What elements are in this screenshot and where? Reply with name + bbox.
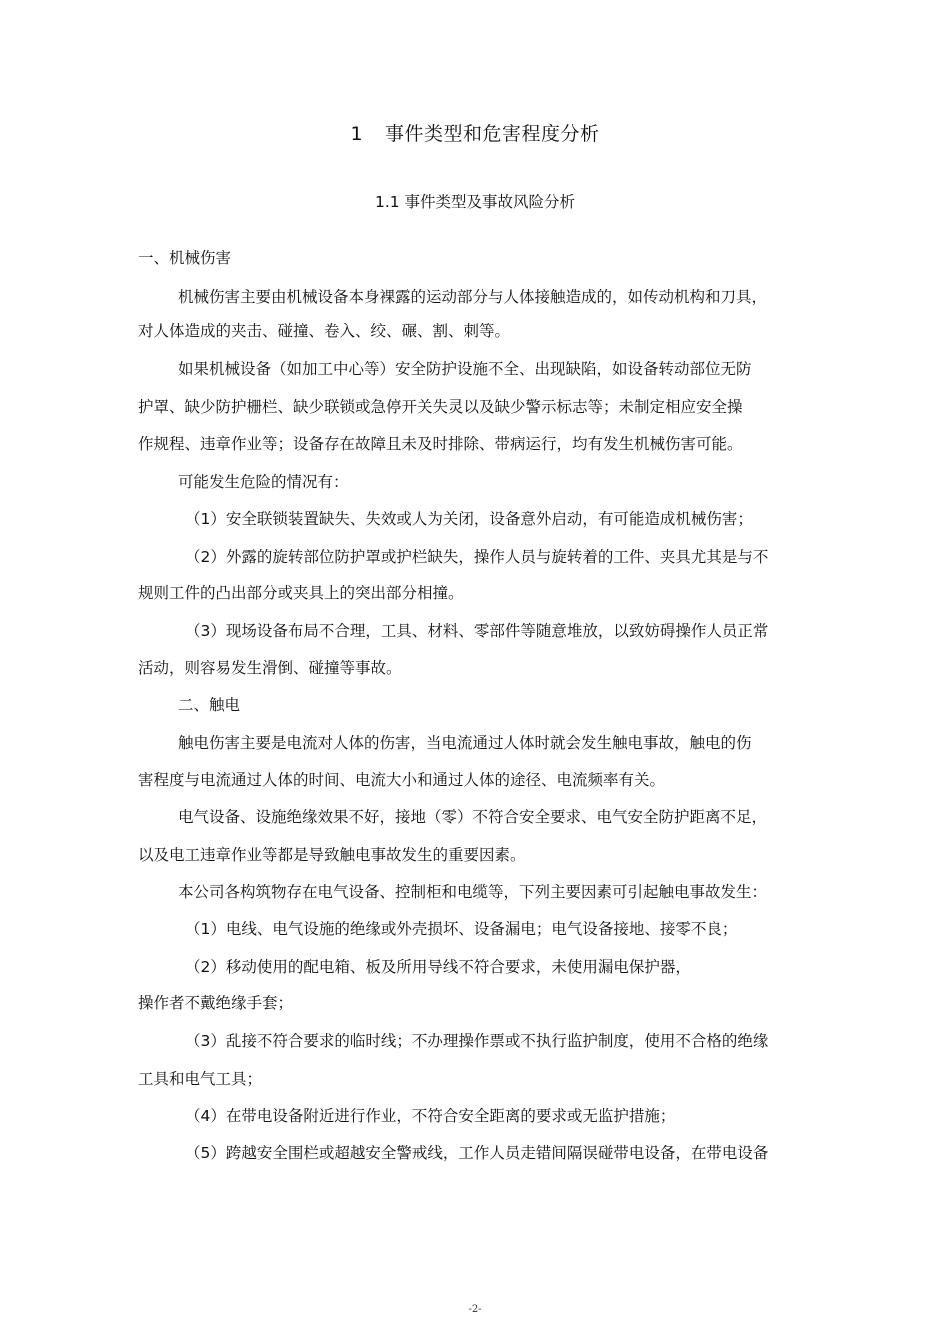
list-item-line: （2）移动使用的配电箱、板及所用导线不符合要求，未使用漏电保护器， [185, 958, 691, 976]
list-item-line: （1）安全联锁装置缺失、失效或人为关闭，设备意外启动，有可能造成机械伤害； [185, 510, 753, 528]
section-heading: 1.1 事件类型及事故风险分析 [374, 193, 576, 211]
list-item-line: （3）现场设备布局不合理，工具、材料、零部件等随意堆放，以致妨碍操作人员正常 [185, 622, 769, 640]
paragraph-line: 可能发生危险的情况有： [178, 473, 349, 491]
list-item-line: 规则工件的凸出部分或夹具上的突出部分相撞。 [138, 584, 464, 602]
list-item-line: （3）乱接不符合要求的临时线；不办理操作票或不执行监护制度，使用不合格的绝缘 [185, 1032, 769, 1050]
paragraph-line: 本公司各构筑物存在电气设备、控制柜和电缆等，下列主要因素可引起触电事故发生： [178, 883, 768, 901]
paragraph-line: 触电伤害主要是电流对人体的伤害，当电流通过人体时就会发生触电事故，触电的伤 [178, 734, 752, 752]
paragraph-line: 以及电工违章作业等都是导致触电事故发生的重要因素。 [138, 846, 526, 864]
subheading-electric-shock: 二、触电 [178, 696, 241, 714]
list-item-line: 工具和电气工具； [138, 1070, 263, 1088]
list-item-line: 活动，则容易发生滑倒、碰撞等事故。 [138, 659, 402, 677]
subheading-mechanical-injury: 一、机械伤害 [138, 249, 232, 267]
list-item-line: （5）跨越安全围栏或超越安全警戒线，工作人员走错间隔误碰带电设备，在带电设备 [185, 1144, 769, 1162]
paragraph-line: 对人体造成的夹击、碰撞、卷入、绞、碾、割、刺等。 [138, 322, 511, 340]
list-item-line: （2）外露的旋转部位防护罩或护栏缺失，操作人员与旋转着的工件、夹具尤其是与不 [185, 548, 769, 566]
paragraph-line: 作规程、违章作业等；设备存在故障且未及时排除、带病运行，均有发生机械伤害可能。 [138, 435, 743, 453]
list-item-line: 操作者不戴绝缘手套； [138, 994, 294, 1012]
chapter-title: 事件类型和危害程度分析 [385, 123, 600, 145]
list-item-line: （4）在带电设备附近进行作业，不符合安全距离的要求或无监护措施； [185, 1107, 676, 1125]
list-item-line: （1）电线、电气设施的绝缘或外壳损坏、设备漏电；电气设备接地、接零不良； [185, 920, 738, 938]
paragraph-line: 机械伤害主要由机械设备本身裸露的运动部分与人体接触造成的，如传动机构和刀具， [178, 288, 768, 306]
chapter-number: 1 [350, 123, 364, 145]
page-number: -2- [468, 1304, 482, 1315]
chapter-heading [0, 121, 950, 147]
paragraph-line: 害程度与电流通过人体的时间、电流大小和通过人体的途径、电流频率有关。 [138, 771, 666, 789]
paragraph-line: 电气设备、设施绝缘效果不好，接地（零）不符合安全要求、电气安全防护距离不足， [178, 808, 768, 826]
paragraph-line: 如果机械设备（如加工中心等）安全防护设施不全、出现缺陷，如设备转动部位无防 [178, 360, 752, 378]
paragraph-line: 护罩、缺少防护栅栏、缺少联锁或急停开关失灵以及缺少警示标志等；未制定相应安全操 [138, 398, 743, 416]
